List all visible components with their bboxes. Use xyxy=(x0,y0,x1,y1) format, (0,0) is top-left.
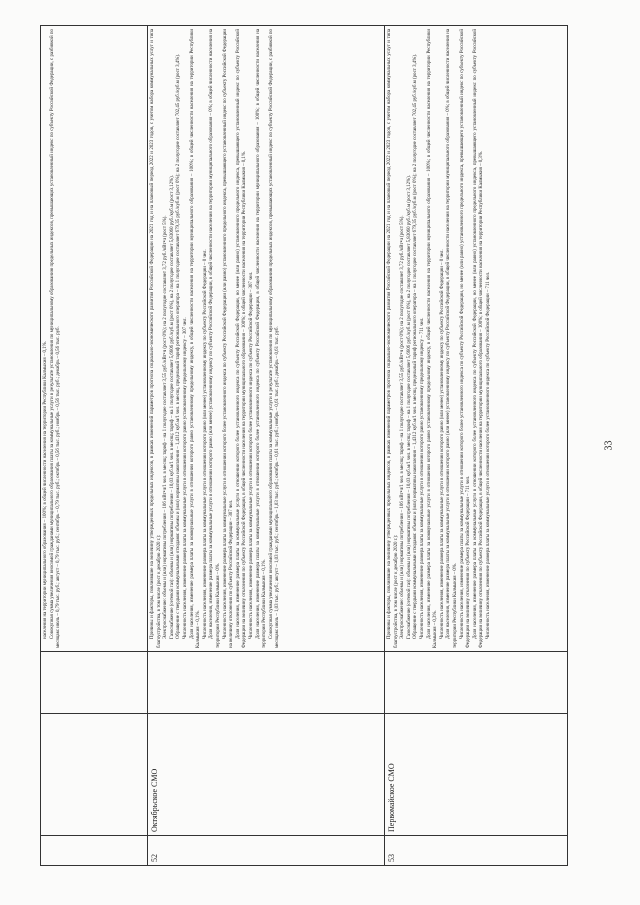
paragraph: Численность населения, изменение размера платы за коммунальные услуги в отношении которого равно установленному предельному индексу – 307 чел. xyxy=(182,317,188,639)
paragraph: Доля населения, изменение размера платы за коммунальные услуги в отношении которого равно (или менее) установленному индексу по субъекту Российской Федерации, в общей численности населения на территории муниципального образования – 0%; в общей численности населения на территории Республики Калмыкия – 0%. xyxy=(209,29,221,648)
municipality-name-cell: Октябрьское СМО xyxy=(148,714,385,836)
row-number-cell: 53 xyxy=(385,836,568,866)
row-number-cell: 52 xyxy=(148,836,385,866)
municipality-name-cell: Первомайское СМО xyxy=(385,714,568,836)
paragraph: населения на территории муниципального образования – 100%; в общей численности населения на территории Республики Калмыкия – 0,1%. xyxy=(43,341,48,639)
empty-cell xyxy=(148,652,385,714)
description-cell xyxy=(41,26,148,652)
page-number: 33 xyxy=(603,440,615,451)
paragraph: Доля населения, изменение размера платы за коммунальные услуги в отношении которого более установленного индекса по субъекту Российской Федерации, но менее (или равно) установленного предельного индекса, превышающего установленный индекс по субъекту Российской Федерации на величину отклонения по субъекту Российской Федерации, в общей численности населения на территории муниципального образования – 100%; в общей численности населения на территории Республики Калмыкия – 0,1%. xyxy=(235,29,248,648)
municipality-name-cell xyxy=(41,714,148,836)
table-row xyxy=(148,26,385,866)
paragraph: Численность населения, изменение размера платы за коммунальные услуги в отношении которого равно установленному предельному индексу – 711 чел. xyxy=(419,317,425,639)
paragraph: Газоснабжение (сетевой газ): объемы и (или) нормативы потребления – 10,03 куб.м/1 чел. в месяц; тариф – на 1 полугодие составляет 5,6606 руб./куб.м (рост 0%), на 2 полугодие составляет 5,83060 руб./куб.м (рост 3,12%). xyxy=(169,175,175,639)
table-row xyxy=(41,26,148,866)
empty-cell xyxy=(385,652,568,714)
paragraph: Причины и факторы, повлиявшие на величину утвержденных предельных индексов, в рамках изменений параметров прогноза социально-экономического развития Российской Федерации на 2021 год и на плановый период 2022 и 2023 годов, с учетом набора коммунальных услуг и типа благоустройства, в том числе (рост к декабрю 2020 г.): xyxy=(387,29,399,648)
description-cell xyxy=(148,26,385,652)
table-row xyxy=(385,26,568,866)
paragraph: Обращение с твердыми коммунальными отходами: объемы и (или) нормативы накопления – 1,4312 куб.м/1 чел. в месяц, предельный тариф регионального оператора – на 1 полугодие составляет 679,35 руб./куб.м (рост 0%); на 2 полугодие составляет 702,45 руб./куб.м (рост 3,4%). xyxy=(176,53,182,639)
empty-cell xyxy=(41,652,148,714)
paragraph: Численность населения, изменение размера платы за коммунальные услуги в отношении которого равно (или менее) установленному индексу по субъекту Российской Федерации – 0 чел. xyxy=(202,249,208,639)
paragraph: Численность населения, изменение размера платы за коммунальные услуги в отношении которого более установленного индекса по субъекту Российской Федерации – 711 чел. xyxy=(485,271,491,639)
paragraph: Обращение с твердыми коммунальными отходами: объемы и (или) нормативы накопления – 1,4312 куб.м/1 чел. в месяц, предельный тариф регионального оператора – на 1 полугодие составляет 679,35 руб./куб.м (рост 0%); на 2 полугодие составляет 702,45 руб./куб.м (рост 3,4%). xyxy=(413,53,419,639)
paragraph: Электроснабжение: объемы и (или) нормативы потребления – 106 кВт•ч/1 чел. в месяц; тариф – на 1 полугодие составляет 3,55 руб./кВт•ч (рост 0%); на 2 полугодие составляет 3,72 руб./кВт•ч (рост 5%). xyxy=(163,215,169,639)
paragraph: Численность населения, изменение размера платы за коммунальные услуги в отношении которого равно (или менее) установленному индексу по субъекту Российской Федерации – 0 чел. xyxy=(439,249,445,639)
paragraph: Причины и факторы, повлиявшие на величину утвержденных предельных индексов, в рамках изменений параметров прогноза социально-экономического развития Российской Федерации на 2021 год и на плановый период 2022 и 2023 годов, с учетом набора коммунальных услуг и типа благоустройства, в том числе (рост к декабрю 2020 г.): xyxy=(150,29,162,648)
paragraph: Численность населения, изменение размера платы за коммунальные услуги в отношении которого более установленного индекса по субъекту Российской Федерации – 307 чел. xyxy=(248,271,254,639)
paragraph: Численность населения, изменение размера платы за коммунальные услуги в отношении которого более установленного индекса по субъекту Российской Федерации (или равно) установленного предельного индекса, превышающего установленный индекс по субъекту Российской Федерации на величину отклонения по субъекту Российской Федерации – 307 чел. xyxy=(222,29,235,648)
paragraph: Доля населения, изменение размера платы за коммунальные услуги в отношении которого равно (или менее) установленному индексу по субъекту Российской Федерации, в общей численности населения на территории муниципального образования – 0%; в общей численности населения на территории Республики Калмыкия – 0%. xyxy=(446,29,458,648)
paragraph: Доля населения, изменение размера платы за коммунальные услуги в отношении которого равно установленному предельному индексу, в общей численности населения на территории муниципального образования – 100%; в общей численности населения на территории Республики Калмыкия – 0,1%. xyxy=(189,29,202,648)
paragraph: Электроснабжение: объемы и (или) нормативы потребления – 106 кВт•ч/1 чел. в месяц; тариф – на 1 полугодие составляет 3,55 руб./кВт•ч (рост 0%); на 2 полугодие составляет 3,72 руб./кВт•ч (рост 5%). xyxy=(400,215,406,639)
paragraph: Газоснабжение (сетевой газ): объемы и (или) нормативы потребления – 10,03 куб.м/1 чел. в месяц; тариф – на 1 полугодие составляет 5,6606 руб./куб.м (рост 0%), на 2 полугодие составляет 5,83060 руб./куб.м (рост 3,12%). xyxy=(406,175,412,639)
paragraph: Доля населения, изменение размера платы за коммунальные услуги в отношении которого более установленного индекса по субъекту Российской Федерации, в общей численности населения на территории муниципального образования – 100%; в общей численности населения на территории Республики Калмыкия – 0,1%. xyxy=(255,29,268,648)
description-cell xyxy=(385,26,568,652)
paragraph: Доля населения, изменение размера платы за коммунальные услуги в отношении которого равно установленному предельному индексу, в общей численности населения на территории муниципального образования – 100%; в общей численности населения на территории Республики Калмыкия – 0,3%. xyxy=(426,29,439,648)
paragraph: Совокупная сумма увеличения вносимой гражданами муниципального образования платы за коммунальные услуги в результате установления по муниципальному образованию предельных индексов, превышающих установленный индекс по субъекту Российской Федерации, с разбивкой по месяцам: июль – 1,03 тыс. руб.; август – 1,03 тыс. руб.; сентябрь – 1,03 тыс. руб.; октябрь – 0,61 тыс. руб.; ноябрь – 0,61 тыс. руб.; декабрь – 0,61 тыс. руб. xyxy=(268,29,281,648)
paragraph: Численность населения, изменение размера платы за коммунальные услуги в отношении которого более установленного индекса по субъекту Российской Федерации, но менее (или равно) установленного предельного индекса, превышающего установленный индекс по субъекту Российской Федерации на величину отклонения по субъекту Российской Федерации – 711 чел. xyxy=(459,29,472,648)
paragraph: Совокупная сумма увеличения вносимой гражданами муниципального образования платы за коммунальные услуги в результате установления по муниципальному образованию предельных индексов, превышающих установленный индекс по субъекту Российской Федерации, с разбивкой по месяцам: июль – 0,79 тыс. руб.; август – 0,79 тыс. руб.; сентябрь – 0,79 тыс. руб.; октябрь – 0,56 тыс. руб.; ноябрь – 0,56 тыс. руб.; декабрь – 0,56 тыс. руб. xyxy=(49,29,62,648)
paragraph: Доля населения, изменение размера платы за коммунальные услуги в отношении которого более установленного индекса по субъекту Российской Федерации, но менее (или равно) установленного предельного индекса, превышающего установленный индекс по субъекту Российской Федерации на величину отклонения по субъекту Российской Федерации, в общей численности населения на территории муниципального образования – 100%; в общей численности населения на территории Республики Калмыкия – 0,3%. xyxy=(472,29,485,648)
row-number-cell xyxy=(41,836,148,866)
indices-table xyxy=(40,25,568,866)
rotated-table-area xyxy=(40,26,570,866)
